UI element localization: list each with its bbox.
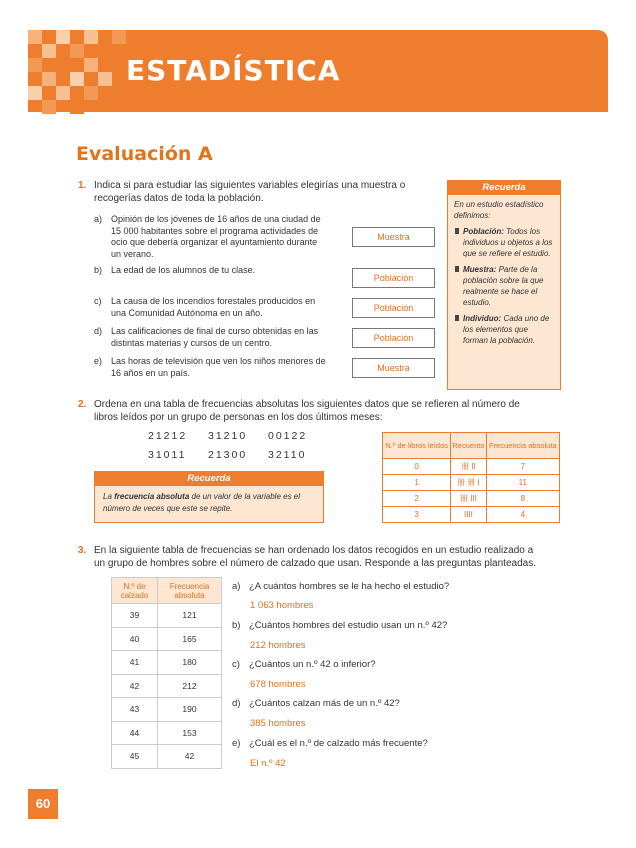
bullet-individuo [454, 313, 554, 346]
item-text: ocio que debería organizar el ayuntamiento durante [111, 237, 318, 247]
page-number: 60 [28, 789, 58, 819]
q2-text-line1: Ordena en una tabla de frecuencias absolutas los siguientes datos que se refieren al número de [94, 399, 520, 410]
text: de un valor de la variable es el [191, 492, 301, 501]
checker-square [70, 100, 84, 114]
cell: 165 [158, 627, 222, 651]
checker-square [70, 72, 84, 86]
table-row [112, 604, 222, 628]
cell: 0 [383, 459, 451, 475]
q1-text-line1: Indica si para estudiar las siguientes variables elegirías una muestra o [94, 180, 406, 191]
question-text: ¿Cuántos calzan más de un n.º 42? [249, 698, 400, 709]
item-text: un verano. [111, 248, 154, 259]
cell: 4 [486, 507, 559, 523]
q1-item-b [94, 265, 255, 277]
cell: 3 [383, 507, 451, 523]
term: Individuo: [463, 314, 502, 323]
tally-cell: IIII [451, 507, 486, 523]
term: Muestra: [463, 265, 497, 274]
checker-square [56, 86, 70, 100]
q2-text-line2: libros leídos por un grupo de personas en los dos últimos meses: [94, 411, 383, 423]
item-text: La edad de los alumnos de tu clase. [111, 265, 256, 275]
checker-decoration [28, 30, 128, 112]
q1-answer-e[interactable]: Muestra [352, 358, 435, 378]
section-title: Evaluación A [76, 143, 213, 165]
item-label: c) [232, 659, 240, 670]
cell: 11 [486, 475, 559, 491]
frequency-table-shoes [111, 577, 222, 769]
recuerda-box-frequency [94, 471, 324, 523]
cell: 7 [486, 459, 559, 475]
item-text: Las calificaciones de final de curso obtenidas en las [111, 326, 319, 336]
question-text: ¿Cuál es el n.º de calzado más frecuente? [249, 738, 428, 749]
item-text: 16 años en un país. [111, 367, 191, 378]
item-text: La causa de los incendios forestales producidos en [111, 296, 316, 306]
checker-square [42, 100, 56, 114]
data-group: 32110 [268, 449, 307, 461]
cell: 39 [112, 604, 158, 628]
q3-text-line2: un grupo de hombres sobre el número de calzado que usan. Responde a las preguntas planteadas. [94, 557, 536, 569]
data-group: 31011 [148, 449, 187, 461]
item-label: e) [232, 738, 241, 749]
cell: 212 [158, 674, 222, 698]
data-group: 31210 [208, 430, 248, 442]
checker-square [28, 86, 42, 100]
col-header: Frecuencia absoluta [486, 433, 559, 459]
cell: 42 [112, 674, 158, 698]
bullet-muestra [454, 264, 554, 308]
tally-cell: 卌 II [451, 459, 486, 475]
frequency-table-books [382, 432, 560, 523]
term: frecuencia absoluta [114, 492, 190, 501]
cell: 8 [486, 491, 559, 507]
q1-item-c [94, 296, 315, 319]
tally-cell: 卌 III [451, 491, 486, 507]
cell: 41 [112, 651, 158, 675]
cell: 190 [158, 698, 222, 722]
chapter-title: ESTADÍSTICA [126, 54, 341, 87]
q1-text-line2: recogerías datos de toda la población. [94, 192, 264, 204]
item-text: Las horas de televisión que ven los niños menores de [111, 356, 326, 366]
item-label: b) [94, 265, 103, 275]
checker-square [112, 30, 126, 44]
definition: Cada uno de los elementos que forman la población. [463, 314, 550, 345]
item-label: a) [232, 581, 241, 592]
cell: 1 [383, 475, 451, 491]
q1-number: 1. [78, 180, 87, 191]
q1-item-d [94, 326, 318, 349]
q3-question-e [232, 738, 428, 749]
recuerda-box-definitions [447, 180, 561, 390]
tally-cell: 卌 卌 I [451, 475, 486, 491]
q3-text [94, 545, 536, 570]
q3-answer-c[interactable]: 678 hombres [250, 679, 306, 690]
table-row [112, 651, 222, 675]
table-row [383, 475, 560, 491]
item-label: a) [94, 214, 103, 224]
text: La [103, 492, 112, 501]
table-row [112, 627, 222, 651]
cell: 2 [383, 491, 451, 507]
table-row [383, 491, 560, 507]
question-text: ¿A cuántos hombres se le ha hecho el estudio? [249, 581, 450, 592]
recuerda-title: Recuerda [448, 181, 560, 195]
definition: Todos los individuos u objetos a los que se refiere el estudio. [463, 227, 553, 258]
table-row [112, 745, 222, 769]
item-text: 15 000 habitantes sobre el programa actividades de [111, 225, 319, 236]
table-row [383, 507, 560, 523]
q3-text-line1: En la siguiente tabla de frecuencias se han ordenado los datos recogidos en un estudio realizado a [94, 545, 534, 556]
item-label: c) [94, 296, 102, 306]
q1-answer-b[interactable]: Población [352, 268, 435, 288]
q3-question-b [232, 620, 447, 631]
q3-number: 3. [78, 545, 87, 556]
checker-square [70, 44, 84, 58]
checker-square [56, 58, 70, 72]
data-group: 00122 [268, 430, 308, 442]
term: Población: [463, 227, 504, 236]
q3-question-a [232, 581, 449, 592]
checker-square [56, 30, 70, 44]
col-header: Frecuencia absoluta [158, 578, 222, 604]
checker-square [42, 44, 56, 58]
checker-square [98, 44, 112, 58]
q1-item-a [94, 214, 321, 260]
q3-answer-a[interactable]: 1 063 hombres [250, 600, 314, 611]
checker-square [28, 30, 42, 44]
q1-item-e [94, 356, 326, 379]
q3-answer-e[interactable]: El n.º 42 [250, 758, 286, 769]
data-group: 21300 [208, 449, 248, 461]
cell: 121 [158, 604, 222, 628]
q1-answer-a[interactable]: Muestra [352, 227, 435, 247]
item-label: b) [232, 620, 241, 631]
item-text: distintas materias y cursos de un centro. [111, 337, 273, 348]
q3-answer-b[interactable]: 212 hombres [250, 640, 306, 651]
item-label: d) [94, 326, 103, 336]
checker-square [28, 58, 42, 72]
text: número de veces que este se repite. [103, 504, 233, 513]
col-header: N.º de calzado [112, 578, 158, 604]
q2-number: 2. [78, 399, 87, 410]
col-header: Recuento [451, 433, 486, 459]
question-text: ¿Cuántos un n.º 42 o inferior? [249, 659, 376, 670]
item-text: una Comunidad Autónoma en un año. [111, 307, 263, 318]
checker-square [84, 86, 98, 100]
q2-text [94, 399, 520, 424]
cell: 45 [112, 745, 158, 769]
item-text: Opinión de los jóvenes de 16 años de una ciudad de [111, 214, 321, 224]
table-row [112, 674, 222, 698]
cell: 40 [112, 627, 158, 651]
recuerda-intro: En un estudio estadístico definimos: [454, 200, 544, 220]
checker-square [84, 30, 98, 44]
data-group: 21212 [148, 430, 188, 442]
item-label: d) [232, 698, 241, 709]
cell: 44 [112, 721, 158, 745]
recuerda-title: Recuerda [95, 472, 323, 486]
item-label: e) [94, 356, 103, 366]
definition: Parte de la población sobre la que realmente se hace el estudio. [463, 265, 544, 307]
cell: 43 [112, 698, 158, 722]
q3-answer-d[interactable]: 385 hombres [250, 718, 306, 729]
checker-square [42, 72, 56, 86]
col-header: N.º de libros leídos [383, 433, 451, 459]
table-row [112, 698, 222, 722]
q3-question-c [232, 659, 376, 670]
table-row [112, 721, 222, 745]
q1-text [94, 180, 405, 205]
cell: 42 [158, 745, 222, 769]
q3-question-d [232, 698, 400, 709]
q1-answer-d[interactable]: Población [352, 328, 435, 348]
bullet-poblacion [454, 226, 554, 259]
question-text: ¿Cuántos hombres del estudio usan un n.º 42? [249, 620, 448, 631]
checker-square [84, 58, 98, 72]
checker-square [98, 72, 112, 86]
table-row [383, 459, 560, 475]
cell: 153 [158, 721, 222, 745]
q1-answer-c[interactable]: Población [352, 298, 435, 318]
cell: 180 [158, 651, 222, 675]
